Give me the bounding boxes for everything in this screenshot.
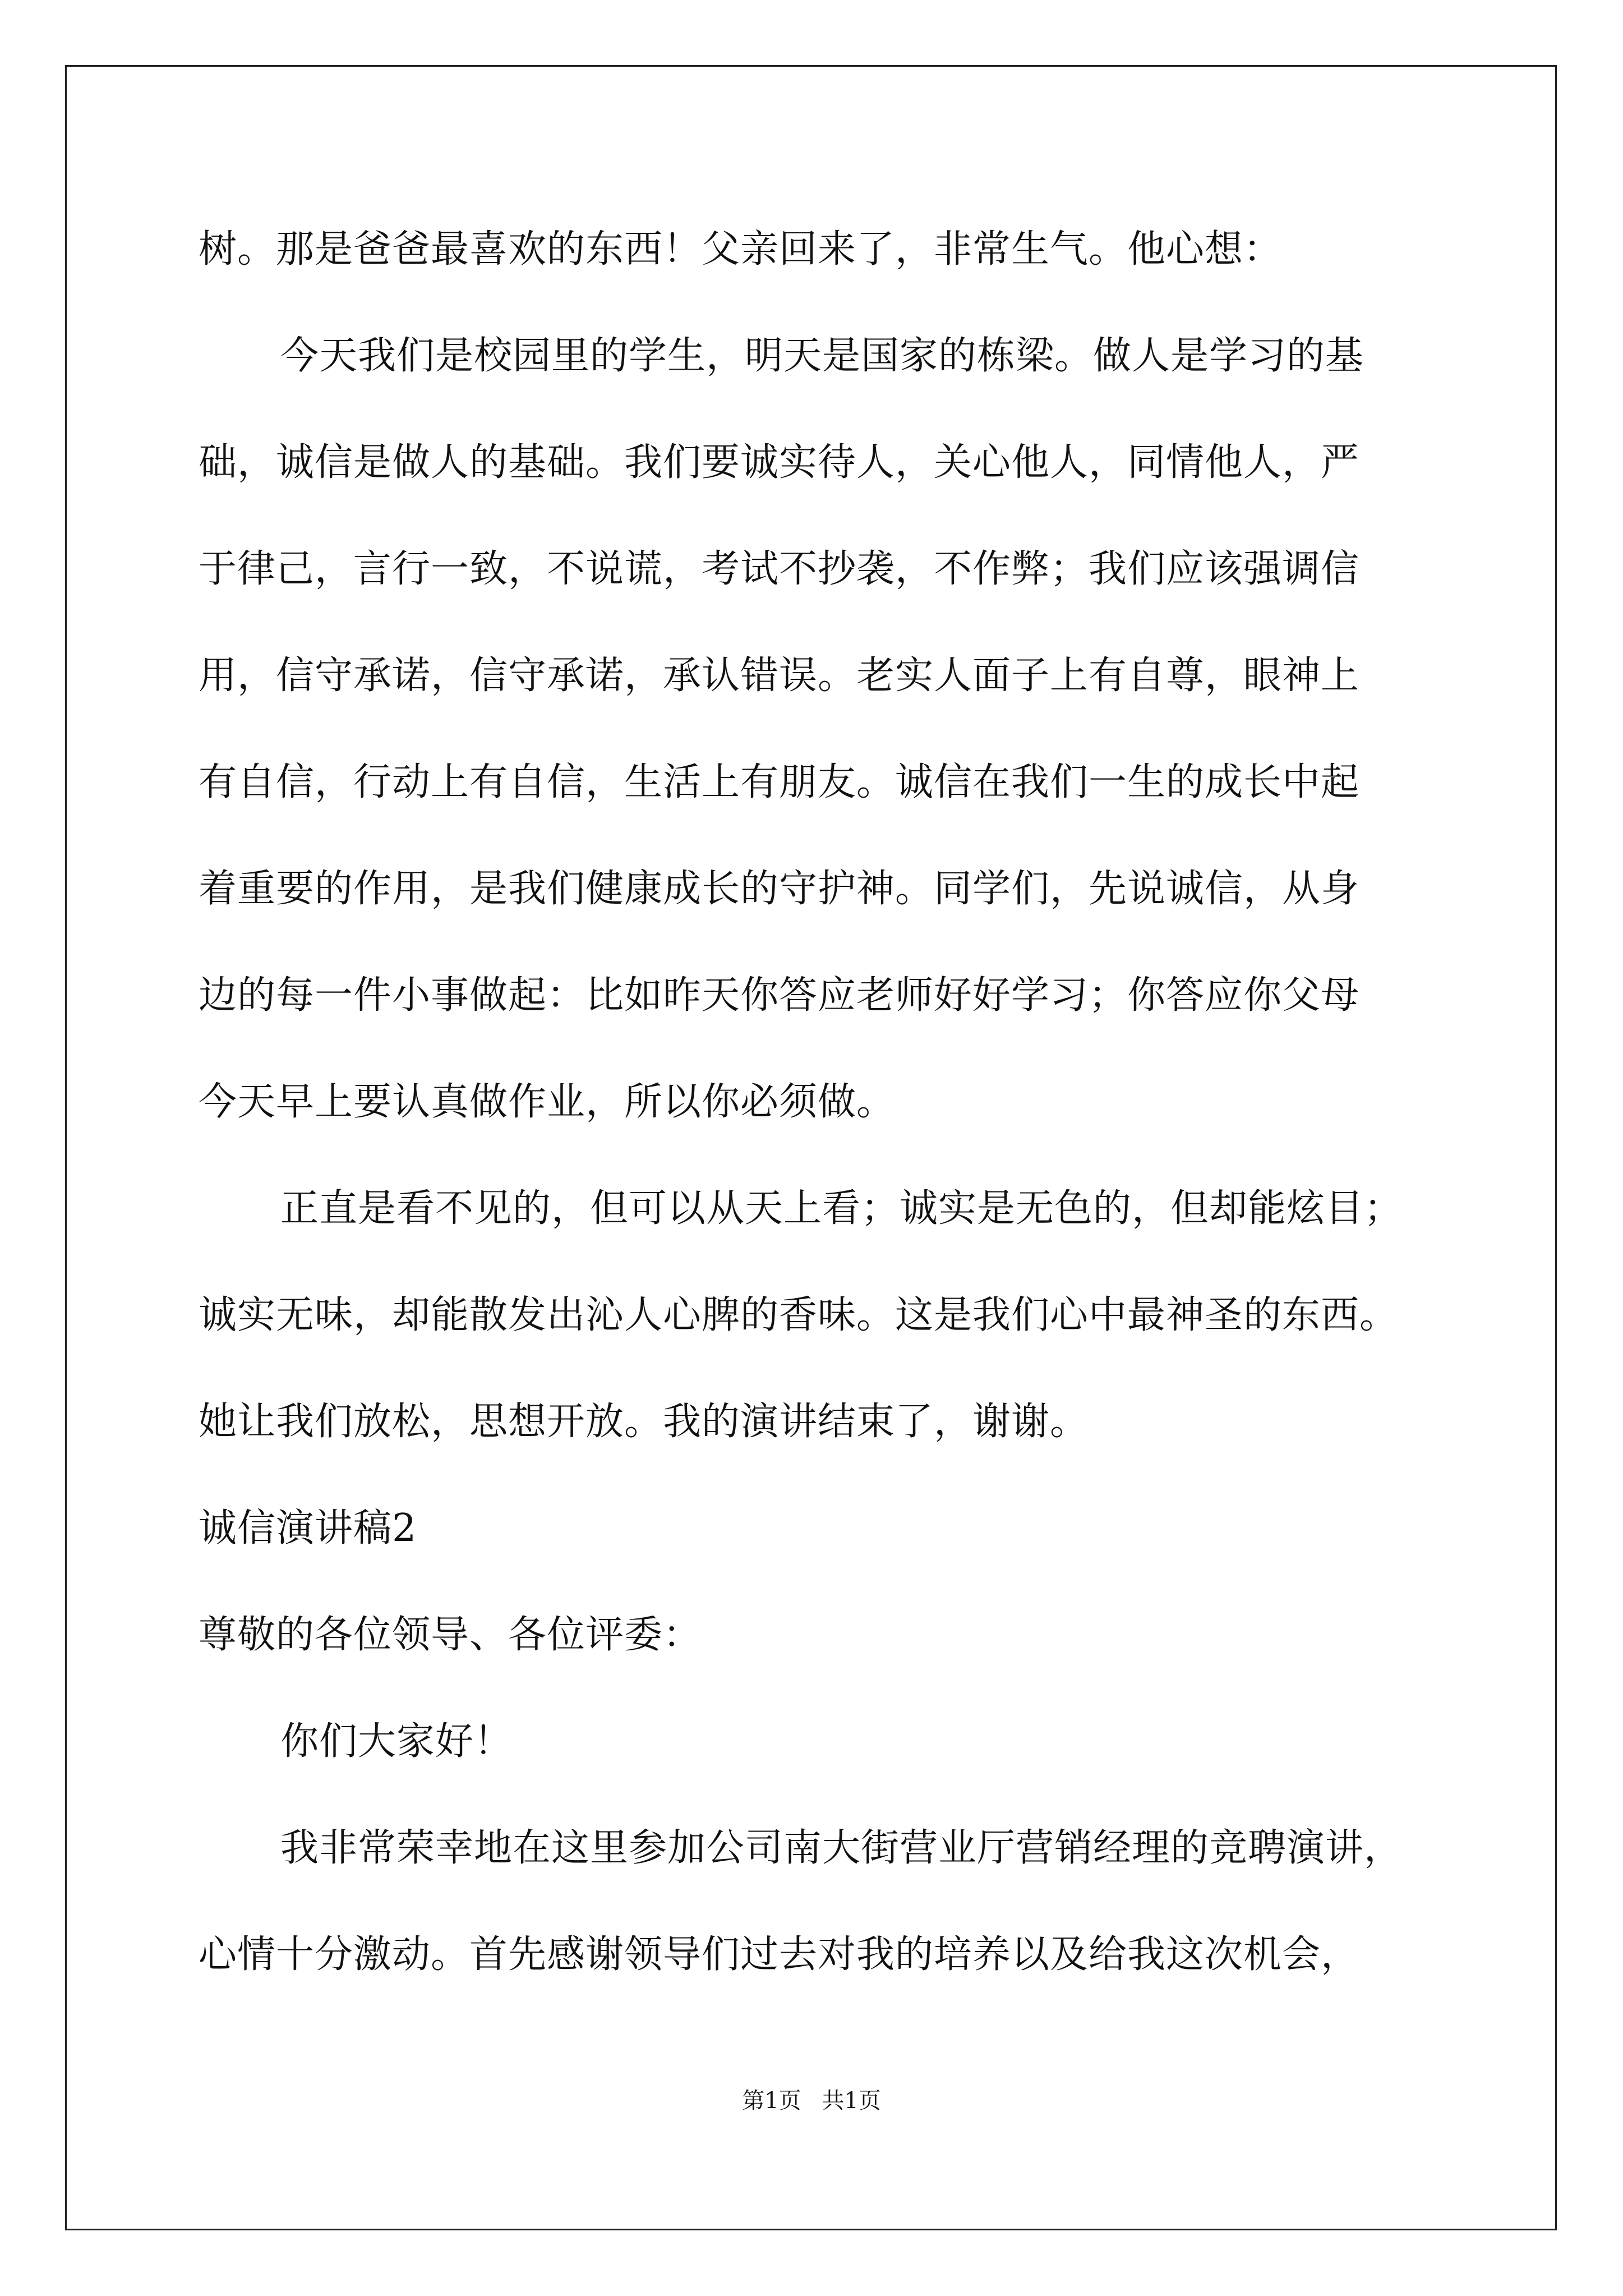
text-line: 诚实无味，却能散发出沁人心脾的香味。这是我们心中最神圣的东西。 bbox=[199, 1293, 1399, 1337]
text-line: 于律己，言行一致，不说谎，考试不抄袭，不作弊；我们应该强调信 bbox=[199, 547, 1360, 591]
page-number-current: 第1页 bbox=[742, 2088, 801, 2114]
text-line: 用，信守承诺，信守承诺，承认错误。老实人面子上有自尊，眼神上 bbox=[199, 654, 1360, 698]
text-line: 有自信，行动上有自信，生活上有朋友。诚信在我们一生的成长中起 bbox=[199, 760, 1360, 804]
salutation: 尊敬的各位领导、各位评委： bbox=[199, 1613, 702, 1657]
text-line: 着重要的作用，是我们健康成长的守护神。同学们，先说诚信，从身 bbox=[199, 867, 1360, 911]
page-footer bbox=[0, 2084, 1623, 2118]
page-number-total: 共1页 bbox=[822, 2088, 881, 2114]
text-line: 边的每一件小事做起：比如昨天你答应老师好好学习；你答应你父母 bbox=[199, 973, 1360, 1018]
document-body bbox=[199, 196, 1430, 2008]
text-line: 础，诚信是做人的基础。我们要诚实待人，关心他人，同情他人，严 bbox=[199, 440, 1360, 485]
text-line: 心情十分激动。首先感谢领导们过去对我的培养以及给我这次机会， bbox=[199, 1932, 1360, 1977]
text-line: 今天早上要认真做作业，所以你必须做。 bbox=[199, 1080, 896, 1124]
text-line: 树。那是爸爸最喜欢的东西！父亲回来了，非常生气。他心想： bbox=[199, 227, 1283, 272]
text-line: 我非常荣幸地在这里参加公司南大街营业厅营销经理的竞聘演讲， bbox=[280, 1826, 1403, 1870]
text-line: 今天我们是校园里的学生，明天是国家的栋梁。做人是学习的基 bbox=[280, 334, 1364, 378]
text-line: 她让我们放松，思想开放。我的演讲结束了，谢谢。 bbox=[199, 1400, 1089, 1444]
greeting: 你们大家好！ bbox=[280, 1719, 513, 1764]
section-heading: 诚信演讲稿2 bbox=[199, 1506, 417, 1550]
text-line: 正直是看不见的，但可以从天上看；诚实是无色的，但却能炫目； bbox=[280, 1186, 1403, 1231]
